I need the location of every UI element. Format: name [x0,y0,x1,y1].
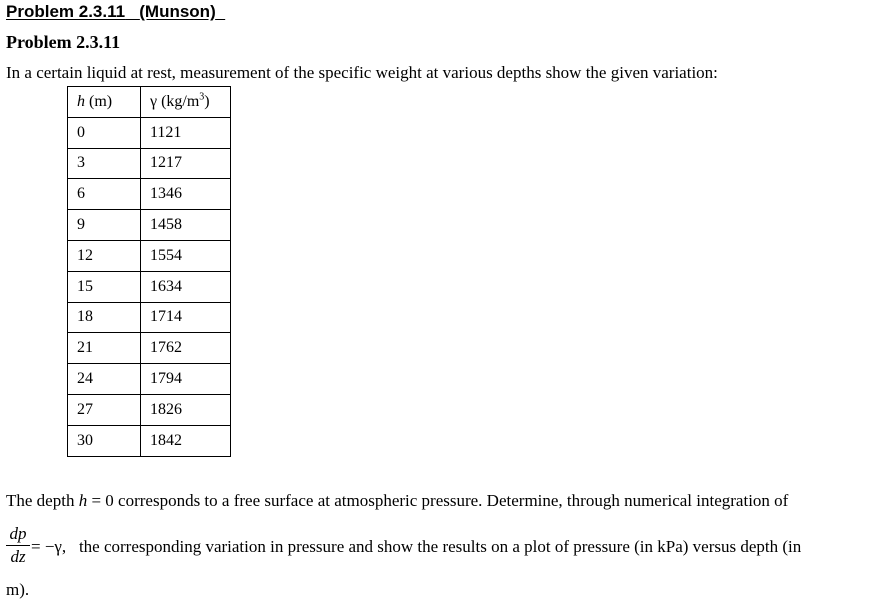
table-row [68,333,231,364]
depth-cell: 30 [68,425,141,456]
table-row [68,364,231,395]
depth-cell: 6 [68,179,141,210]
specific-weight-cell: 1634 [141,271,231,302]
depth-cell: 9 [68,210,141,241]
depth-cell: 21 [68,333,141,364]
fraction-denominator: dz [10,547,26,566]
column-header-depth: h (m) [68,87,141,118]
specific-weight-cell: 1121 [141,117,231,148]
problem-title: Problem 2.3.11 [6,32,121,52]
fraction-numerator: dp [6,524,30,546]
depth-cell: 3 [68,148,141,179]
table-row [68,210,231,241]
specific-weight-cell: 1714 [141,302,231,333]
specific-weight-cell: 1554 [141,240,231,271]
conclusion-line-2 [31,536,801,558]
table-row [68,302,231,333]
column-header-specific-weight: γ $(kg/m^3)$ [141,87,231,118]
header-title [6,2,225,22]
depth-cell: 18 [68,302,141,333]
specific-weight-cell: 1794 [141,364,231,395]
specific-weight-cell: 1842 [141,425,231,456]
problem-intro: In a certain liquid at rest, measurement of the specific weight at various depths show the given variation: [6,63,718,82]
dp-dz-fraction [6,524,30,567]
depth-cell: 12 [68,240,141,271]
specific-weight-cell: 1762 [141,333,231,364]
header-problem-label: Problem 2.3.11 [6,2,126,21]
depth-specific-weight-table [67,86,231,457]
specific-weight-cell: 1826 [141,394,231,425]
table-header-row [68,87,231,118]
specific-weight-cell: 1217 [141,148,231,179]
depth-cell: 0 [68,117,141,148]
specific-weight-cell: 1458 [141,210,231,241]
table-row [68,117,231,148]
depth-cell: 24 [68,364,141,395]
depth-cell: 15 [68,271,141,302]
conclusion-line-2-text: the corresponding variation in pressure and show the results on a plot of pressure (in kPa) versus depth (in [78,537,802,556]
table-row [68,179,231,210]
table-row [68,240,231,271]
specific-weight-cell: 1346 [141,179,231,210]
table-row [68,271,231,302]
table-row [68,394,231,425]
conclusion-line-1: The depth h = 0 corresponds to a free surface at atmospheric pressure. Determine, through numerical integration of [6,491,789,510]
table-row [68,425,231,456]
conclusion-line-3: m). [6,580,30,599]
header-source: (Munson) [139,2,216,21]
depth-cell: 27 [68,394,141,425]
table-body [68,117,231,456]
table-row [68,148,231,179]
equation-rhs: = −γ, [31,537,67,556]
